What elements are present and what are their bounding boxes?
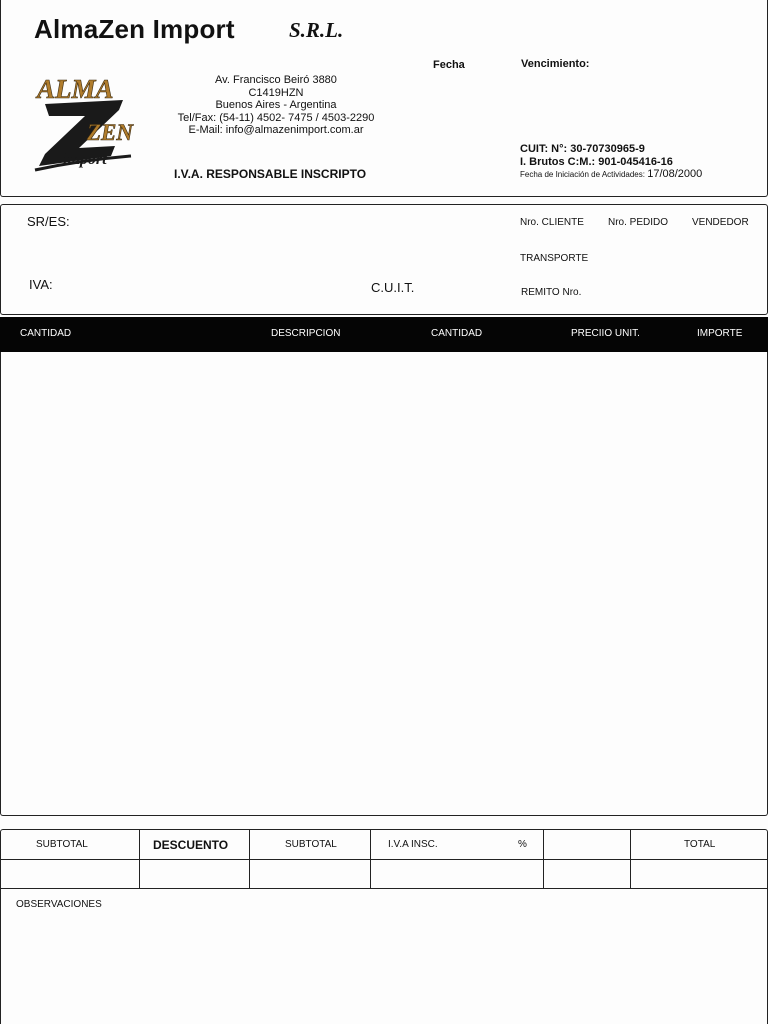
invoice-header	[0, 0, 768, 197]
total-label: TOTAL	[684, 839, 716, 850]
client-cuit-label: C.U.I.T.	[371, 280, 415, 295]
date-label: Fecha	[433, 59, 465, 71]
client-number-label: Nro. CLIENTE	[520, 217, 584, 228]
activity-start	[520, 168, 702, 180]
totals-table	[0, 829, 768, 889]
company-suffix: S.R.L.	[289, 18, 344, 42]
address-line-city: Buenos Aires - Argentina	[215, 99, 337, 111]
client-iva-label: IVA:	[29, 277, 53, 292]
address-line-phone: Tel/Fax: (54-11) 4502- 7475 / 4503-2290	[177, 111, 375, 124]
percent-label: %	[518, 839, 527, 850]
subtotal-label: SUBTOTAL	[36, 839, 88, 850]
column-header-quantity: CANTIDAD	[20, 328, 72, 339]
cuit-number: CUIT: N°: 30-70730965-9	[520, 143, 645, 155]
seller-label: VENDEDOR	[692, 217, 749, 228]
remito-label: REMITO Nro.	[521, 287, 582, 298]
order-number-label: Nro. PEDIDO	[608, 217, 669, 228]
logo-word-zen: ZEN	[87, 120, 133, 145]
items-table-body	[0, 352, 768, 816]
tax-status: I.V.A. RESPONSABLE INSCRIPTO	[174, 167, 367, 181]
column-header-description: DESCRIPCION	[271, 328, 341, 339]
client-name-label: SR/ES:	[27, 214, 70, 229]
observations-label: OBSERVACIONES	[16, 899, 102, 910]
logo-word-alma: ALMA	[37, 74, 114, 104]
totals-row-divider	[1, 859, 767, 860]
company-name: AlmaZen Import	[34, 14, 235, 44]
company-logo	[31, 70, 141, 178]
company-address	[161, 74, 391, 137]
iva-label: I.V.A INSC.	[388, 839, 438, 850]
transport-label: TRANSPORTE	[520, 253, 589, 264]
address-line-email: E-Mail: info@almazenimport.com.ar	[188, 124, 364, 136]
items-table-header	[0, 317, 768, 353]
column-header-quantity-2: CANTIDAD	[431, 328, 483, 339]
subtotal-2-label: SUBTOTAL	[285, 839, 337, 850]
address-line-zip: C1419HZN	[248, 86, 304, 99]
observations-section	[0, 888, 768, 1024]
activity-start-label: Fecha de Iniciación de Actividades:	[520, 170, 645, 179]
discount-label: DESCUENTO	[153, 838, 229, 852]
column-header-unit-price: PRECIIO UNIT.	[571, 328, 640, 339]
activity-start-date: 17/08/2000	[647, 168, 703, 180]
address-line-street: Av. Francisco Beiró 3880	[215, 74, 337, 86]
brutos-number: I. Brutos C:M.: 901-045416-16	[520, 156, 673, 168]
due-date-label: Vencimiento:	[521, 58, 590, 70]
logo-word-import: import	[63, 151, 107, 168]
client-section	[0, 204, 768, 315]
column-header-amount: IMPORTE	[697, 328, 743, 339]
